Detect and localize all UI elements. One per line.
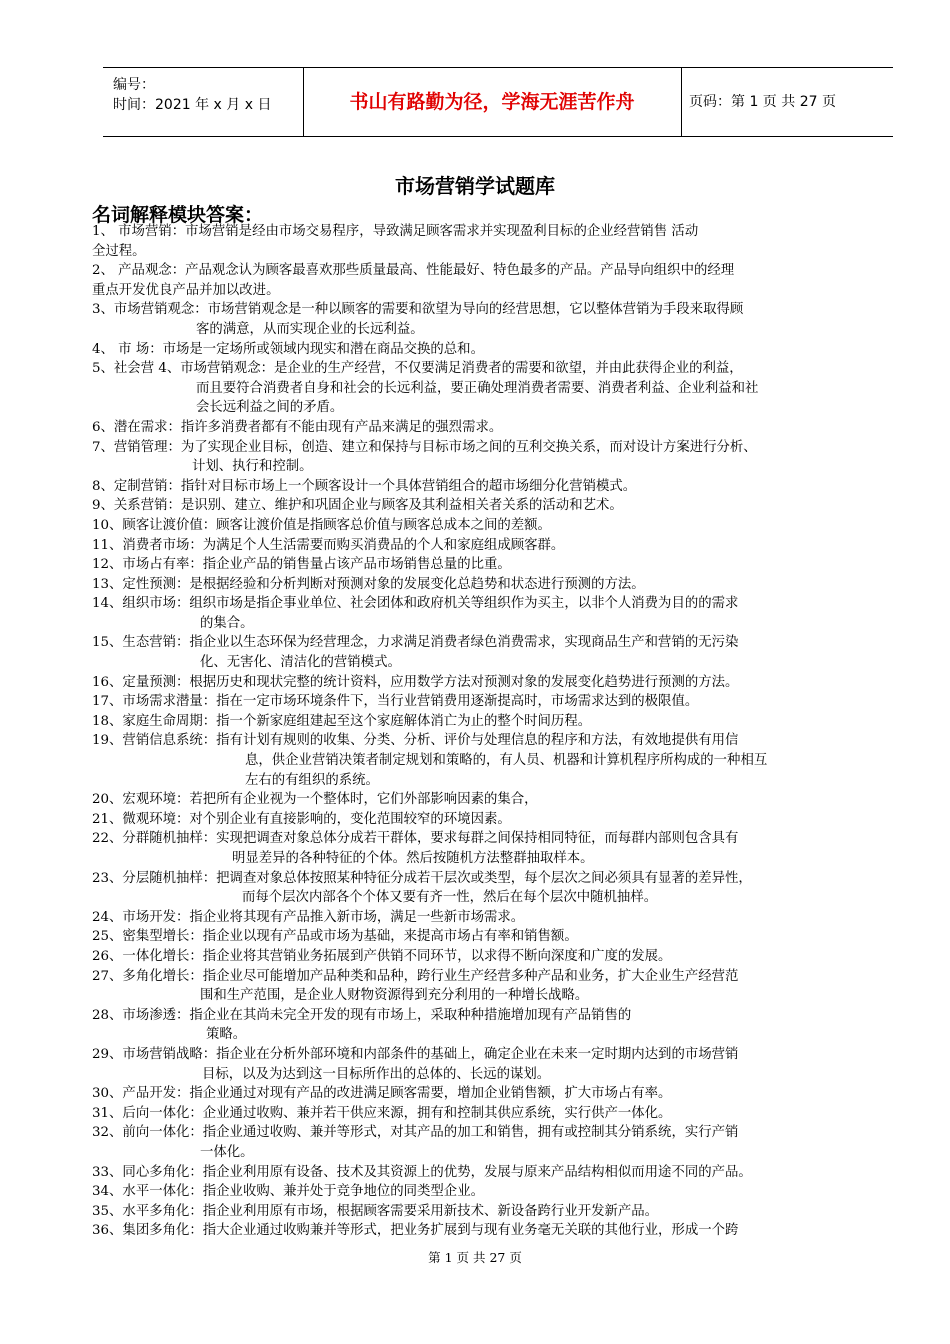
- definition-continuation: 一体化。: [200, 1144, 254, 1160]
- definition-entry: [92, 1084, 910, 1104]
- definition-line: 8、定制营销：指针对目标市场上一个顾客设计一个具体营销组合的超市场细分化营销模式。: [92, 478, 637, 494]
- definition-continuation: 会长远利益之间的矛盾。: [196, 400, 344, 416]
- definition-entry: [92, 359, 910, 418]
- definition-line: 22、分群随机抽样：实现把调查对象总体分成若干群体，要求每群之间保持相同特征，而每群内部则包含具有: [92, 831, 739, 847]
- definition-line: 31、后向一体化：企业通过收购、兼并若干供应来源，拥有和控制其供应系统，实行供产一体化。: [92, 1105, 672, 1121]
- definition-line: 2、 产品观念：产品观念认为顾客最喜欢那些质量最高、性能最好、特色最多的产品。产品导向组织中的经理: [92, 263, 735, 279]
- definition-continuation: 目标，以及为达到这一目标所作出的总体的、长远的谋划。: [202, 1066, 551, 1082]
- definition-entry: [92, 731, 910, 790]
- definition-continuation: 的集合。: [200, 615, 254, 631]
- header-page-number: 页码：第 1 页 共 27 页: [689, 94, 836, 110]
- definition-line: 20、宏观环境：若把所有企业视为一个整体时，它们外部影响因素的集合，: [92, 792, 538, 808]
- definition-entry: [92, 594, 910, 633]
- definition-line: 33、同心多角化：指企业利用原有设备、技术及其资源上的优势，发展与原来产品结构相似而用途不同的产品。: [92, 1164, 752, 1180]
- definition-continuation: 策略。: [206, 1027, 247, 1043]
- definition-entry: [92, 418, 910, 438]
- section-heading: 名词解释模块答案：: [92, 204, 264, 226]
- definition-line: 24、市场开发：指企业将其现有产品推入新市场，满足一些新市场需求。: [92, 909, 525, 925]
- definition-continuation: 重点开发优良产品并加以改进。: [92, 282, 280, 298]
- definition-entry: [92, 438, 910, 477]
- header-meta-cell: [103, 68, 304, 136]
- definition-line: 5、社会营 4、市场营销观念：是企业的生产经营，不仅要满足消费者的需要和欲望，并由此获得企业的利益，: [92, 361, 743, 377]
- definition-line: 10、顾客让渡价值：顾客让渡价值是指顾客总价值与顾客总成本之间的差额。: [92, 517, 551, 533]
- definition-entry: [92, 477, 910, 497]
- definition-continuation: 明显差异的各种特征的个体。然后按随机方法整群抽取样本。: [232, 851, 594, 866]
- definition-entry: [92, 516, 910, 536]
- definition-line: 19、营销信息系统：指有计划有规则的收集、分类、分析、评价与处理信息的程序和方法，有效地提供有用信: [92, 733, 739, 749]
- definition-line: 34、水平一体化：指企业收购、兼并处于竞争地位的同类型企业。: [92, 1184, 484, 1200]
- definition-line: 32、前向一体化：指企业通过收购、兼并等形式，对其产品的加工和销售，拥有或控制其分销系统，实行产销: [92, 1125, 739, 1141]
- definition-entry: [92, 1045, 910, 1084]
- definition-entry: [92, 967, 910, 1006]
- definition-line: 7、营销管理：为了实现企业目标，创造、建立和保持与目标市场之间的互利交换关系，而对设计方案进行分析、: [92, 439, 757, 455]
- definition-line: 35、水平多角化：指企业利用原有市场，根据顾客需要采用新技术、新设备跨行业开发新产品。: [92, 1203, 659, 1219]
- definition-continuation: 左右的有组织的系统。: [245, 772, 379, 788]
- page-footer: 第 1 页 共 27 页: [428, 1250, 522, 1265]
- definition-line: 1、 市场营销：市场营销是经由市场交易程序，导致满足顾客需求并实现盈利目标的企业经营销售 活动: [92, 224, 699, 239]
- definition-line: 16、定量预测：根据历史和现状完整的统计资料，应用数学方法对预测对象的发展变化趋势进行预测的方法。: [92, 674, 739, 690]
- definition-line: 28、市场渗透：指企业在其尚未完全开发的现有市场上，采取种种措施增加现有产品销售的: [92, 1007, 632, 1023]
- definition-line: 21、微观环境：对个别企业有直接影响的，变化范围较窄的环境因素。: [92, 811, 511, 827]
- definition-line: 14、组织市场：组织市场是指企事业单位、社会团体和政府机关等组织作为买主，以非个人消费为目的的需求: [92, 596, 739, 612]
- definition-entry: [92, 908, 910, 928]
- definition-entry: [92, 869, 910, 908]
- definition-entry: [92, 555, 910, 575]
- definition-line: 15、生态营销：指企业以生态环保为经营理念，力求满足消费者绿色消费需求，实现商品生产和营销的无污染: [92, 635, 739, 651]
- definition-entry: [92, 1006, 910, 1045]
- definition-line: 11、消费者市场：为满足个人生活需要而购买消费品的个人和家庭组成顾客群。: [92, 537, 565, 553]
- definition-entry: [92, 947, 910, 967]
- definition-line: 3、市场营销观念：市场营销观念是一种以顾客的需要和欲望为导向的经营思想，它以整体营销为手段来取得顾: [92, 302, 744, 318]
- document-header: [103, 67, 893, 137]
- definition-entry: [92, 1123, 910, 1162]
- definition-entry: [92, 261, 910, 300]
- definition-entry: [92, 1202, 910, 1222]
- definition-entry: [92, 712, 910, 732]
- definition-line: 9、关系营销：是识别、建立、维护和巩固企业与顾客及其利益相关者关系的活动和艺术。: [92, 498, 623, 514]
- definition-entry: [92, 810, 910, 830]
- header-motto: 书山有路勤为径，学海无涯苦作舟: [303, 68, 682, 136]
- definition-continuation: 围和生产范围，是企业人财物资源得到充分利用的一种增长战略。: [200, 988, 589, 1004]
- definition-line: 26、一体化增长：指企业将其营销业务拓展到产供销不同环节，以求得不断向深度和广度的发展。: [92, 948, 672, 964]
- definition-entry: [92, 1104, 910, 1124]
- definition-entry: [92, 790, 910, 810]
- definition-entry: [92, 300, 910, 339]
- definition-continuation: 而每个层次内部各个个体又要有齐一性，然后在每个层次中随机抽样。: [242, 890, 658, 906]
- definition-line: 23、分层随机抽样：把调查对象总体按照某种特征分成若干层次或类型，每个层次之间必须具有显著的差异性，: [92, 870, 752, 886]
- definition-line: 13、定性预测：是根据经验和分析判断对预测对象的发展变化总趋势和状态进行预测的方法。: [92, 576, 645, 592]
- definition-continuation: 计划、执行和控制。: [192, 459, 313, 475]
- definition-continuation: 客的满意，从而实现企业的长远利益。: [196, 321, 424, 337]
- definition-entry: [92, 673, 910, 693]
- definition-line: 36、集团多角化：指大企业通过收购兼并等形式，把业务扩展到与现有业务毫无关联的其他行业，形成一个跨: [92, 1223, 739, 1239]
- definition-entry: [92, 340, 910, 360]
- definition-line: 6、潜在需求：指许多消费者都有不能由现有产品来满足的强烈需求。: [92, 419, 503, 435]
- definition-continuation: 全过程。: [92, 243, 146, 259]
- definition-entry: [92, 536, 910, 556]
- definition-line: 4、 市 场：市场是一定场所或领域内现实和潜在商品交换的总和。: [92, 341, 484, 357]
- definition-continuation: 化、无害化、清洁化的营销模式。: [200, 655, 401, 671]
- definition-entry: [92, 575, 910, 595]
- definition-entry: [92, 496, 910, 516]
- definition-line: 25、密集型增长：指企业以现有产品或市场为基础，来提高市场占有率和销售额。: [92, 929, 578, 945]
- definition-entry: [92, 692, 910, 712]
- document-date-label: 时间：2021 年 x 月 x 日: [113, 97, 272, 113]
- definition-continuation: 而且要符合消费者自身和社会的长远利益，要正确处理消费者需要、消费者利益、企业利益和社: [196, 380, 759, 396]
- definition-line: 27、多角化增长：指企业尽可能增加产品种类和品种，跨行业生产经营多种产品和业务，扩大企业生产经营范: [92, 968, 739, 984]
- definition-entry: [92, 1221, 910, 1241]
- document-number-label: 编号：: [113, 77, 155, 93]
- definition-entry: [92, 927, 910, 947]
- definition-line: 12、市场占有率：指企业产品的销售量占该产品市场销售总量的比重。: [92, 557, 511, 573]
- definition-continuation: 息，供企业营销决策者制定规划和策略的，有人员、机器和计算机程序所构成的一种相互: [245, 753, 768, 769]
- definition-entry: [92, 1163, 910, 1183]
- definition-entry: [92, 222, 910, 261]
- definition-list: [92, 222, 910, 1241]
- definition-line: 17、市场需求潜量：指在一定市场环境条件下，当行业营销费用逐渐提高时，市场需求达到的极限值。: [92, 694, 699, 710]
- document-title: 市场营销学试题库: [395, 174, 555, 198]
- definition-entry: [92, 1182, 910, 1202]
- definition-line: 18、家庭生命周期：指一个新家庭组建起至这个家庭解体消亡为止的整个时间历程。: [92, 713, 592, 729]
- definition-entry: [92, 633, 910, 672]
- definition-line: 30、产品开发：指企业通过对现有产品的改进满足顾客需要，增加企业销售额，扩大市场占有率。: [92, 1086, 672, 1102]
- definition-entry: [92, 829, 910, 868]
- definition-line: 29、市场营销战略：指企业在分析外部环境和内部条件的基础上，确定企业在未来一定时期内达到的市场营销: [92, 1046, 739, 1062]
